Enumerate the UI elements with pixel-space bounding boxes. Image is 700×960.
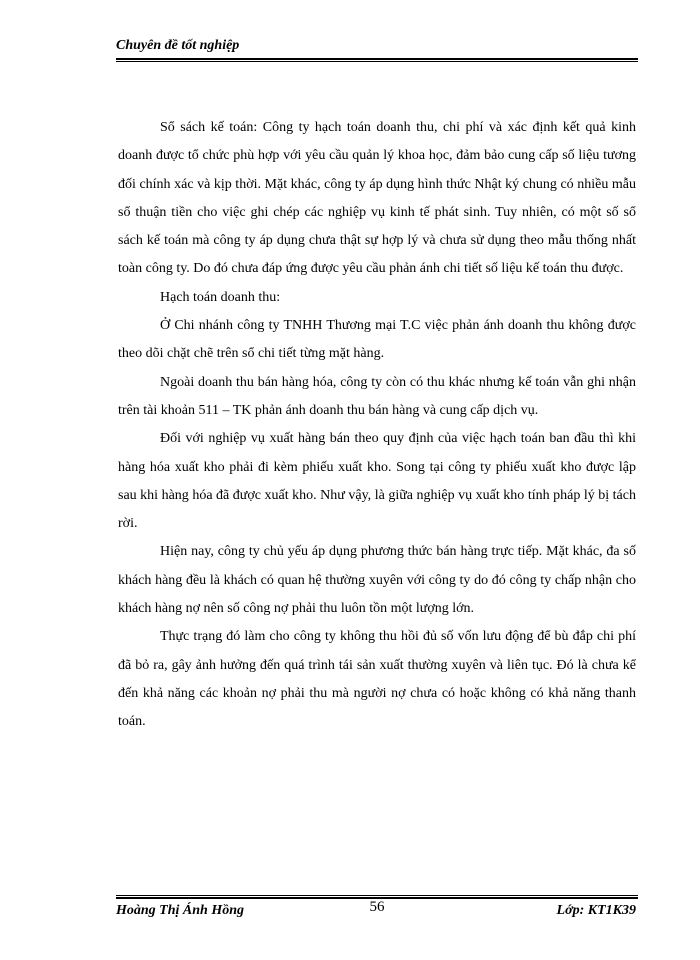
page-footer (116, 895, 638, 923)
paragraph-working-capital: Thực trạng đó làm cho công ty không thu hồi đủ số vốn lưu động để bù đắp chi phí đã bỏ ra, gây ảnh hưởng đến quá trình tái sản xuất thường xuyên và liên tục. Đó là chưa kể đến khả năng các khoản nợ phải thu mà người nợ chưa có hoặc không có khả năng thanh toán. (118, 629, 636, 730)
footer-row (116, 899, 638, 923)
paragraph-revenue-heading: Hạch toán doanh thu: (160, 289, 281, 305)
page-header (116, 38, 638, 62)
footer-class-label: Lớp: KT1K39 (556, 903, 636, 918)
document-body (118, 114, 636, 737)
paragraph-branch-revenue: Ở Chi nhánh công ty TNHH Thương mại T.C việc phản ánh doanh thu không được theo dõi chặt chẽ trên sổ chi tiết từng mặt hàng. (118, 318, 636, 362)
paragraph-accounting-books: Sổ sách kế toán: Công ty hạch toán doanh thu, chi phí và xác định kết quả kinh doanh được tổ chức phù hợp với yêu cầu quản lý khoa học, đảm bảo cung cấp số liệu tương đối chính xác và kịp thời. Mặt khác, công ty áp dụng hình thức Nhật ký chung có nhiều mẫu sổ thuận tiền cho việc ghi chép các nghiệp vụ kinh tế phát sinh. Tuy nhiên, có một số sổ sách kế toán mà công ty áp dụng chưa thật sự hợp lý và chưa sử dụng theo mẫu thống nhất toàn công ty. Do đó chưa đáp ứng được yêu cầu phản ánh chi tiết số liệu kế toán thu được. (118, 120, 636, 277)
header-title: Chuyên đề tốt nghiệp (116, 38, 240, 53)
paragraph-other-income: Ngoài doanh thu bán hàng hóa, công ty còn có thu khác nhưng kế toán vẫn ghi nhận trên tài khoản 511 – TK phản ánh doanh thu bán hàng và cung cấp dịch vụ. (118, 374, 636, 418)
footer-author: Hoàng Thị Ánh Hồng (116, 903, 244, 918)
header-rule (116, 58, 638, 62)
paragraph-warehouse-slip: Đối với nghiệp vụ xuất hàng bán theo quy định của việc hạch toán ban đầu thì khi hàng hóa xuất kho phải đi kèm phiếu xuất kho. Song tại công ty phiếu xuất kho được lập sau khi hàng hóa đã được xuất kho. Như vậy, là giữa nghiệp vụ xuất kho tính pháp lý bị tách rời. (118, 431, 636, 532)
page-number: 56 (369, 899, 385, 915)
paragraph-sales-method: Hiện nay, công ty chủ yếu áp dụng phương thức bán hàng trực tiếp. Mặt khác, đa số khách hàng đều là khách có quan hệ thường xuyên với công ty do đó công ty chấp nhận cho khách hàng nợ nên số công nợ phải thu luôn tồn một lượng lớn. (118, 544, 636, 617)
